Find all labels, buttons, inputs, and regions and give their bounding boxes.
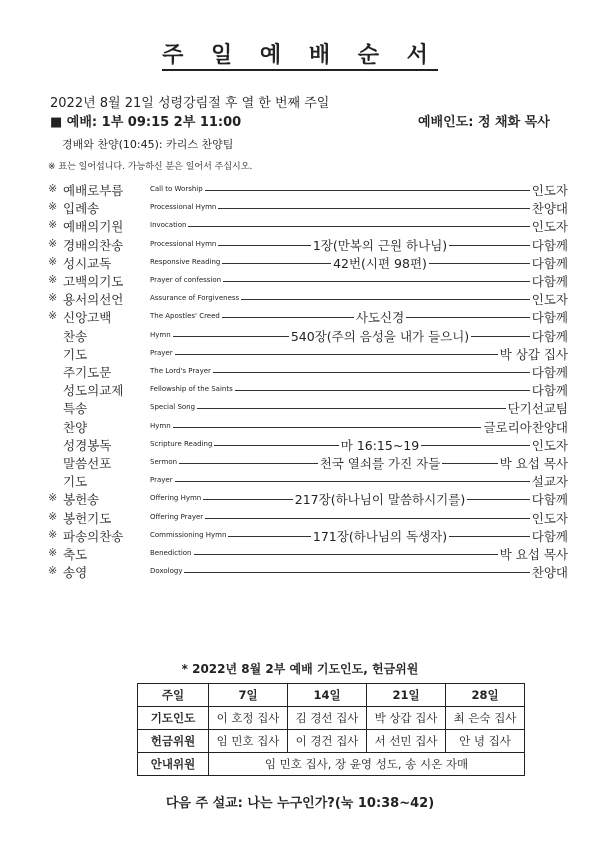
order-item-leader: 설교자 — [531, 474, 568, 490]
order-item-english: Hymn — [150, 330, 171, 339]
order-item-english: Hymn — [150, 421, 171, 430]
order-item-detail: 마 16:15~19 — [340, 437, 420, 453]
schedule-usher-row — [138, 753, 525, 776]
table-cell: 이 경건 집사 — [288, 730, 367, 753]
table-cell: 안 녕 집사 — [446, 730, 525, 753]
dotted-leader-line — [175, 481, 530, 482]
order-row — [48, 527, 568, 545]
table-cell: 박 상갑 집사 — [367, 707, 446, 730]
order-item-english: Offering Hymn — [150, 494, 202, 503]
order-row — [48, 418, 568, 436]
order-row — [48, 472, 568, 490]
stand-mark: ※ — [48, 527, 58, 541]
order-item-detail: 42번(시편 98편) — [333, 255, 427, 271]
table-cell: 김 경선 집사 — [288, 707, 367, 730]
order-item-leader: 찬양대 — [531, 565, 568, 581]
order-row — [48, 327, 568, 345]
stand-mark: ※ — [48, 564, 58, 578]
order-item-leader: 다함께 — [531, 383, 568, 399]
table-cell: 이 호정 집사 — [209, 707, 288, 730]
order-row — [48, 290, 568, 308]
header-cell: 28일 — [446, 684, 525, 707]
order-item-leader: 찬양대 — [531, 201, 568, 217]
order-item-english: Processional Hymn — [150, 203, 217, 212]
order-item-english: Commissioning Hymn — [150, 530, 227, 539]
service-leader: 예배인도: 정 채화 목사 — [418, 115, 550, 130]
order-row — [48, 381, 568, 399]
stand-mark: ※ — [48, 236, 58, 250]
order-item-title: 찬양 — [63, 419, 88, 435]
stand-mark: ※ — [48, 273, 58, 286]
order-item-leader: 다함께 — [531, 528, 568, 544]
order-row — [48, 436, 568, 454]
next-sermon: 다음 주 설교: 나는 누구인가?(눅 10:38~42) — [165, 796, 435, 811]
order-item-title: 말씀선포 — [63, 456, 112, 471]
order-item-leader: 박 요섭 목사 — [499, 456, 568, 471]
order-item-leader: 다함께 — [531, 255, 568, 271]
order-item-title: 봉헌기도 — [63, 510, 112, 526]
order-row — [48, 254, 568, 272]
order-row — [48, 272, 568, 290]
order-item-leader: 글로리아찬양대 — [483, 419, 568, 435]
order-item-leader: 다함께 — [531, 328, 568, 344]
praise-time: 경배와 찬양(10:45): 카리스 찬양팀 — [62, 138, 234, 151]
stand-mark: ※ — [48, 491, 58, 505]
schedule-prayer-row — [138, 707, 525, 730]
dotted-leader-line — [197, 408, 506, 409]
order-item-leader: 박 요섭 목사 — [499, 547, 568, 562]
order-item-english: Processional Hymn — [150, 239, 217, 248]
schedule-table — [137, 683, 525, 776]
row-label: 기도인도 — [138, 707, 209, 730]
dotted-leader-line — [213, 372, 530, 373]
order-row — [48, 181, 568, 199]
header-cell: 21일 — [367, 684, 446, 707]
schedule-title: * 2022년 8월 2부 예배 기도인도, 헌금위원 — [181, 662, 419, 676]
order-item-leader: 인도자 — [531, 437, 568, 453]
order-item-leader: 다함께 — [531, 365, 568, 380]
order-row — [48, 509, 568, 527]
stand-mark: ※ — [48, 546, 58, 559]
order-item-title: 특송 — [63, 401, 88, 417]
order-item-title: 성경봉독 — [63, 437, 112, 453]
schedule-header-row — [138, 684, 525, 707]
header-cell: 14일 — [288, 684, 367, 707]
order-item-title: 기도 — [63, 346, 88, 362]
order-item-title: 예배의기원 — [63, 219, 124, 235]
order-item-title: 파송의찬송 — [63, 528, 124, 544]
order-item-title: 성시교독 — [63, 255, 112, 271]
order-item-english: Fellowship of the Saints — [150, 385, 233, 394]
order-item-english: The Apostles' Creed — [150, 312, 220, 321]
order-item-leader: 인도자 — [531, 510, 568, 526]
order-item-english: Invocation — [150, 221, 187, 230]
order-item-title: 입례송 — [63, 201, 100, 217]
order-item-title: 고백의기도 — [63, 274, 124, 289]
order-item-title: 기도 — [63, 474, 88, 490]
order-row — [48, 236, 568, 254]
order-item-title: 용서의선언 — [63, 292, 124, 308]
order-row — [48, 308, 568, 326]
order-item-english: Call to Worship — [150, 185, 203, 193]
dotted-leader-line — [173, 427, 482, 428]
order-item-leader: 인도자 — [531, 219, 568, 235]
order-row — [48, 363, 568, 381]
order-item-detail: 천국 열쇠를 가진 자들 — [319, 456, 441, 471]
order-item-title: 성도의교제 — [63, 383, 124, 399]
order-row — [48, 199, 568, 217]
order-row — [48, 563, 568, 581]
dotted-leader-line — [223, 281, 530, 282]
order-row — [48, 545, 568, 563]
order-item-english: Scripture Reading — [150, 439, 213, 448]
order-item-detail: 사도신경 — [355, 310, 405, 326]
order-item-title: 송영 — [63, 565, 88, 581]
order-item-title: 찬송 — [63, 328, 88, 344]
order-item-leader: 다함께 — [531, 237, 568, 253]
order-item-leader: 박 상갑 집사 — [499, 346, 568, 362]
order-item-english: Offering Prayer — [150, 512, 204, 521]
dotted-leader-line — [205, 190, 530, 191]
stand-mark: ※ — [48, 509, 58, 523]
page-title: 주 일 예 배 순 서 — [0, 38, 600, 69]
order-row — [48, 217, 568, 235]
table-cell: 서 선민 집사 — [367, 730, 446, 753]
order-item-leader: 다함께 — [531, 492, 568, 508]
order-item-english: Benediction — [150, 549, 192, 557]
order-item-english: Doxology — [150, 567, 183, 576]
order-item-english: Prayer — [150, 348, 173, 357]
dotted-leader-line — [184, 572, 529, 573]
table-cell: 임 민호 집사, 장 윤영 성도, 송 시온 자매 — [209, 753, 525, 776]
stand-mark: ※ — [48, 309, 58, 323]
order-item-detail: 171장(하나님의 독생자) — [312, 528, 448, 544]
dotted-leader-line — [218, 208, 529, 209]
order-item-leader: 인도자 — [531, 292, 568, 308]
row-label: 안내위원 — [138, 753, 209, 776]
order-item-english: Special Song — [150, 403, 196, 412]
date-line: 2022년 8월 21일 성령강림절 후 열 한 번째 주일 — [50, 96, 330, 111]
dotted-leader-line — [235, 390, 530, 391]
order-item-detail: 1장(만복의 근원 하나님) — [312, 237, 448, 253]
order-row — [48, 454, 568, 472]
order-item-title: 축도 — [63, 547, 88, 562]
dotted-leader-line — [194, 554, 498, 555]
order-item-title: 주기도문 — [63, 365, 112, 380]
stand-mark: ※ — [48, 291, 58, 305]
order-item-title: 봉헌송 — [63, 492, 100, 508]
order-item-english: Prayer of confession — [150, 276, 222, 284]
standing-note: ※ 표는 일어섭니다. 가능하신 분은 일어서 주십시오. — [48, 162, 253, 172]
order-item-english: Assurance of Forgiveness — [150, 294, 240, 303]
dotted-leader-line — [241, 299, 530, 300]
order-item-title: 신앙고백 — [63, 310, 112, 326]
stand-mark: ※ — [48, 182, 58, 195]
table-cell: 최 은숙 집사 — [446, 707, 525, 730]
order-item-title: 예배로부름 — [63, 183, 124, 198]
order-row — [48, 345, 568, 363]
order-item-english: Sermon — [150, 458, 178, 466]
dotted-leader-line — [205, 518, 530, 519]
order-item-english: The Lord's Prayer — [150, 367, 211, 375]
header-cell: 주일 — [138, 684, 209, 707]
table-cell: 임 민호 집사 — [209, 730, 288, 753]
stand-mark: ※ — [48, 200, 58, 214]
order-item-title: 경배의찬송 — [63, 237, 124, 253]
stand-mark: ※ — [48, 218, 58, 232]
service-times: ■ 예배: 1부 09:15 2부 11:00 — [50, 115, 242, 130]
header-cell: 7일 — [209, 684, 288, 707]
stand-mark: ※ — [48, 254, 58, 268]
order-row — [48, 490, 568, 508]
dotted-leader-line — [188, 226, 529, 227]
order-item-detail: 540장(주의 음성을 내가 들으니) — [290, 328, 470, 344]
order-item-detail: 217장(하나님이 말씀하시기를) — [294, 492, 466, 508]
order-item-leader: 다함께 — [531, 274, 568, 289]
row-label: 헌금위원 — [138, 730, 209, 753]
dotted-leader-line — [175, 354, 498, 355]
schedule-offering-row — [138, 730, 525, 753]
order-row — [48, 399, 568, 417]
order-item-english: Prayer — [150, 476, 173, 485]
order-item-leader: 인도자 — [531, 183, 568, 198]
order-item-leader: 다함께 — [531, 310, 568, 326]
order-item-leader: 단기선교팀 — [507, 401, 568, 417]
order-item-english: Responsive Reading — [150, 257, 221, 266]
